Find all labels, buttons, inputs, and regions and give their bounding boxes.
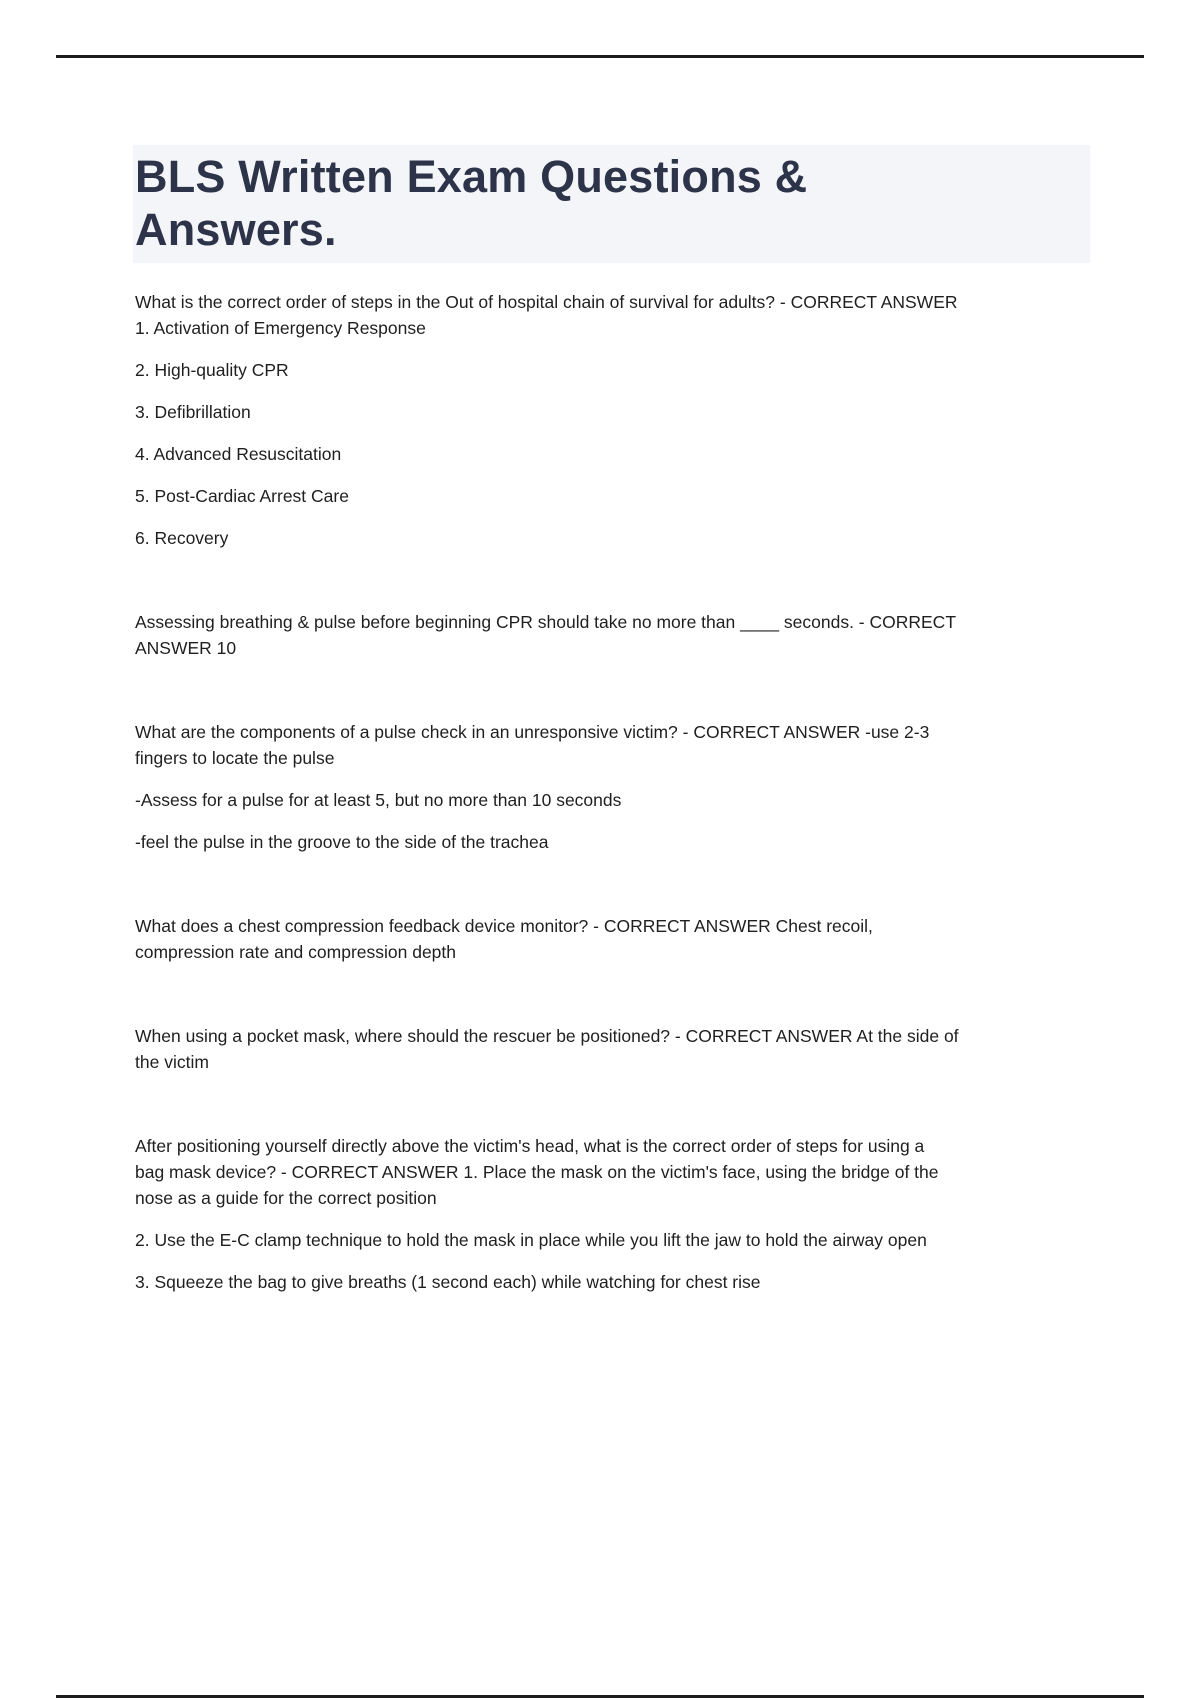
text-line: 1. Activation of Emergency Response [135, 318, 426, 338]
qa-paragraph [135, 399, 1065, 425]
text-line: What is the correct order of steps in the Out of hospital chain of survival for adults? - CORRECT ANSWER [135, 292, 958, 312]
text-line: What are the components of a pulse check in an unresponsive victim? - CORRECT ANSWER -use 2-3 [135, 722, 930, 742]
text-line: 2. High-quality CPR [135, 360, 289, 380]
qa-paragraph [135, 441, 1065, 467]
document-title [133, 145, 1090, 263]
text-line: 3. Squeeze the bag to give breaths (1 second each) while watching for chest rise [135, 1272, 761, 1292]
text-line: ANSWER 10 [135, 638, 237, 658]
text-line: 6. Recovery [135, 528, 229, 548]
qa-paragraph [135, 719, 1065, 771]
text-line: -Assess for a pulse for at least 5, but no more than 10 seconds [135, 790, 622, 810]
text-line: 4. Advanced Resuscitation [135, 444, 342, 464]
text-line: 5. Post-Cardiac Arrest Care [135, 486, 349, 506]
document-content [135, 0, 1065, 1311]
qa-paragraph [135, 1023, 1065, 1075]
qa-paragraph [135, 1227, 1065, 1253]
text-line: When using a pocket mask, where should the rescuer be positioned? - CORRECT ANSWER At the side of [135, 1026, 959, 1046]
text-line: After positioning yourself directly above the victim's head, what is the correct order of steps for using a [135, 1136, 925, 1156]
document-title-line: BLS Written Exam Questions & [135, 151, 808, 202]
qa-paragraph [135, 913, 1065, 965]
qa-paragraph [135, 829, 1065, 855]
qa-paragraph [135, 787, 1065, 813]
text-line: compression rate and compression depth [135, 942, 457, 962]
text-line: Assessing breathing & pulse before beginning CPR should take no more than ____ seconds. - CORRECT [135, 612, 957, 632]
text-line: 3. Defibrillation [135, 402, 251, 422]
text-line: -feel the pulse in the groove to the side of the trachea [135, 832, 549, 852]
qa-paragraph [135, 357, 1065, 383]
qa-paragraph [135, 289, 1065, 341]
document-title-line: Answers. [135, 204, 337, 255]
text-line: nose as a guide for the correct position [135, 1188, 437, 1208]
qa-paragraph [135, 483, 1065, 509]
qa-paragraph [135, 1133, 1065, 1211]
qa-paragraph [135, 1269, 1065, 1295]
qa-paragraph [135, 525, 1065, 551]
text-line: fingers to locate the pulse [135, 748, 335, 768]
text-line: 2. Use the E-C clamp technique to hold the mask in place while you lift the jaw to hold the airway open [135, 1230, 927, 1250]
text-line: What does a chest compression feedback device monitor? - CORRECT ANSWER Chest recoil, [135, 916, 873, 936]
text-line: bag mask device? - CORRECT ANSWER 1. Place the mask on the victim's face, using the bridge of the [135, 1162, 939, 1182]
bottom-horizontal-rule [56, 1695, 1144, 1698]
text-line: the victim [135, 1052, 209, 1072]
qa-body [135, 289, 1065, 1295]
qa-paragraph [135, 609, 1065, 661]
